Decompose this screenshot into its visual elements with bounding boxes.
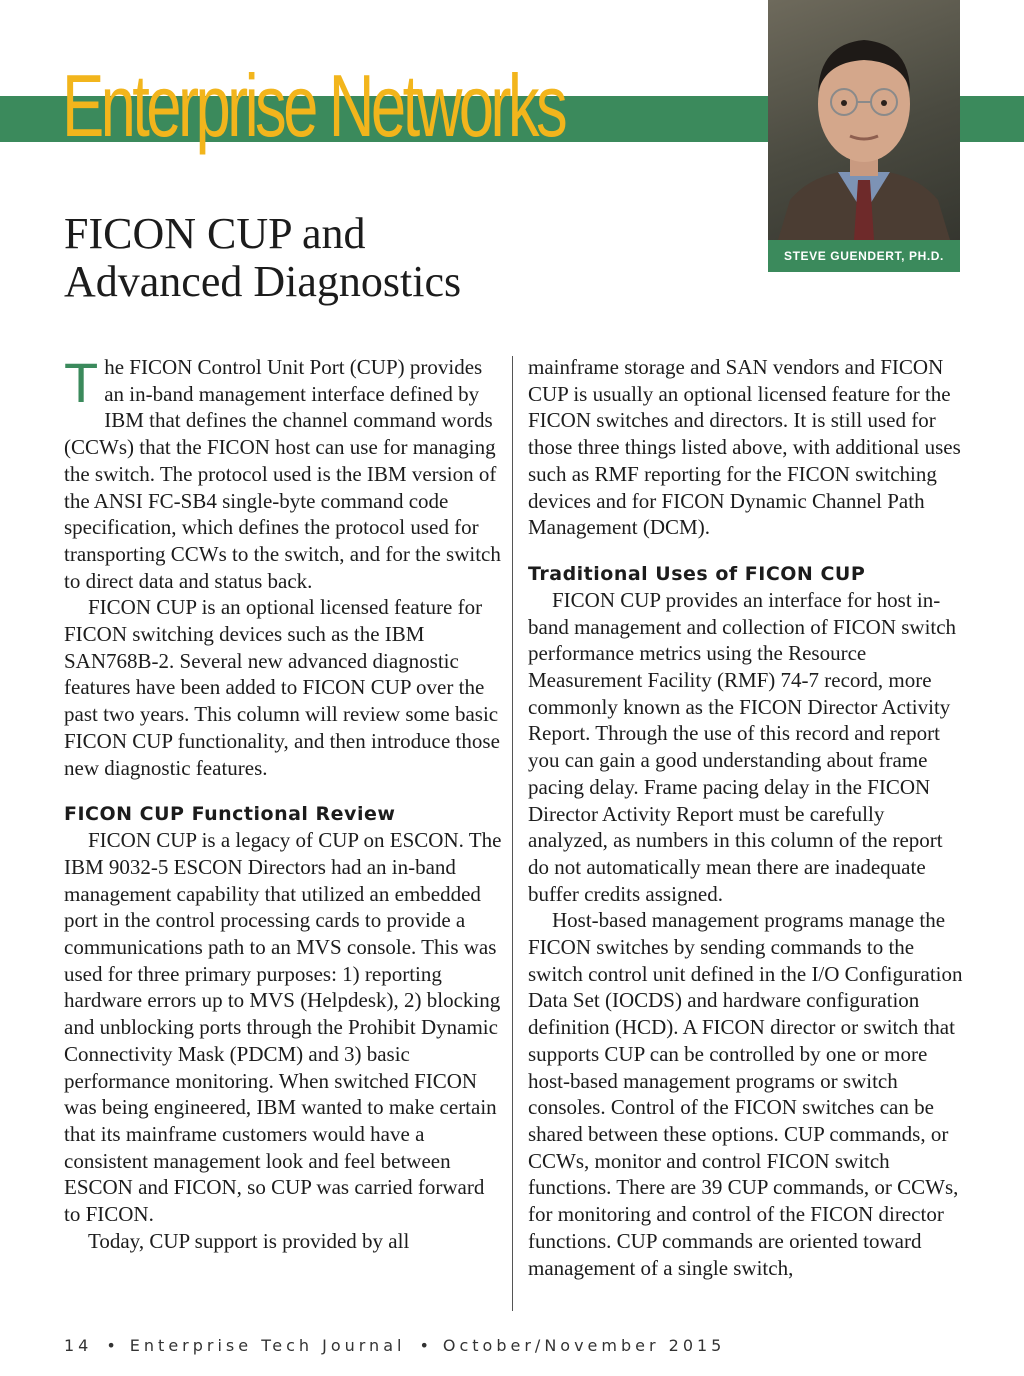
paragraph: FICON CUP is an optional licensed feature for FICON switching devices such as the IBM SAN768B-2. Several new advanced diagnostic features have been added to FICON CUP over the past two years. This column will review some basic FICON CUP functionality, and then introduce those new diagnostic features.	[64, 595, 500, 780]
paragraph: FICON CUP provides an interface for host in-band management and collection of FICON switch performance metrics using the Resource Measurement Facility (RMF) 74-7 record, more commonly known as the FICON Director Activity Report. Through the use of this record and report you can gain a good understanding about frame pacing delay. Frame pacing delay in the FICON Director Activity Report must be carefully analyzed, as numbers in this column of the report do not automatically mean there are inadequate buffer credits assigned.	[528, 587, 957, 906]
paragraph: FICON CUP is a legacy of CUP on ESCON. The IBM 9032-5 ESCON Directors had an in-band management capability that utilized an embedded port in the control processing cards to provide a communications path to an MVS console. This was used for three primary purposes: 1) reporting hardware errors up to MVS (Helpdesk), 2) blocking and unblocking ports through the Prohibit Dynamic Connectivity Mask (PDCM) and 3) basic performance monitoring. When switched FICON was being engineered, IBM wanted to make certain that its mainframe customers would have a consistent management look and feel between ESCON and FICON, so CUP was carried forward to FICON.	[64, 828, 502, 1227]
footer-separator: •	[106, 1336, 116, 1355]
subheading-traditional-uses: Traditional Uses of FICON CUP	[528, 562, 866, 585]
drop-cap: T	[64, 351, 99, 414]
section-title: Enterprise Networks	[62, 56, 565, 155]
page-footer	[64, 1336, 864, 1355]
article-title-line-1: FICON CUP and	[64, 209, 366, 258]
article-title	[64, 210, 664, 306]
paragraph: mainframe storage and SAN vendors and FICON CUP is usually an optional licensed feature for the FICON switches and directors. It is still used for those three things listed above, with additional uses such as RMF reporting for the FICON switching devices and for FICON Dynamic Channel Path Management (DCM).	[528, 355, 961, 540]
intro-paragraph-text: he FICON Control Unit Port (CUP) provides an in-band management interface defined by IBM that defines the channel command words (CCWs) that the FICON host can use for managing the switch. The protocol used is the IBM version of the ANSI FC-SB4 single-byte command code specification, which defines the protocol used for transporting CCWs to the switch, and for the switch to direct data and status back.	[64, 355, 501, 593]
subheading-functional-review: FICON CUP Functional Review	[64, 803, 396, 826]
paragraph: Today, CUP support is provided by all	[88, 1228, 410, 1253]
author-name: STEVE GUENDERT, PH.D.	[784, 249, 944, 263]
left-column	[64, 351, 504, 1255]
page-number: 14	[64, 1336, 93, 1355]
article-title-line-2: Advanced Diagnostics	[64, 257, 462, 306]
column-divider	[512, 356, 513, 1311]
right-column	[528, 354, 968, 1281]
issue-date: October/November 2015	[442, 1336, 726, 1355]
footer-separator: •	[419, 1336, 429, 1355]
author-photo-box	[768, 0, 960, 272]
paragraph: Host-based management programs manage the FICON switches by sending commands to the switch control unit defined in the I/O Configuration Data Set (IOCDS) and hardware configuration definition (HCD). A FICON director or switch that supports CUP can be controlled by one or more host-based management programs or switch consoles. Control of the FICON switches can be shared between these options. CUP commands, or CCWs, monitor and control FICON switch functions. There are 39 CUP commands, or CCWs, for monitoring and control of the FICON director functions. CUP commands are oriented toward management of a single switch,	[528, 908, 963, 1280]
publication-name: Enterprise Tech Journal	[129, 1336, 406, 1355]
intro-paragraph	[64, 351, 504, 594]
portrait-illustration	[768, 0, 960, 240]
author-photo	[768, 0, 960, 240]
